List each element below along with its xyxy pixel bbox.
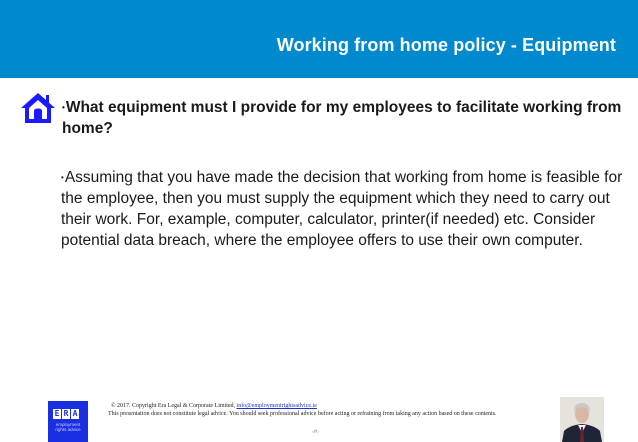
question-label: What equipment must I provide for my employees to facilitate working from home? (62, 99, 622, 137)
header-bar (0, 0, 638, 78)
presenter-photo (560, 397, 604, 442)
page-number: ‹#› (312, 429, 319, 435)
copyright-line (108, 403, 508, 411)
logo-letter: R (63, 409, 69, 418)
logo-letter: E (54, 409, 60, 418)
footer-text (108, 403, 508, 418)
question-text (62, 97, 622, 139)
logo-letter: A (72, 409, 78, 418)
bullet-point: • (62, 103, 65, 112)
disclaimer-text: This presentation does not constitute legal advice. You should seek professional advice before acting or refraining from taking any action based on these contents. (108, 410, 497, 417)
era-logo (48, 401, 88, 442)
email-link[interactable]: info@employmentrightsadvice.ie (236, 403, 317, 409)
bullet-point: • (61, 173, 64, 182)
slide-title: Working from home policy - Equipment (276, 35, 616, 55)
answer-label: Assuming that you have made the decision that working from home is feasible for the employee, then you must supply the equipment which they need to carry out their work. For, example, computer, calculator, printer(if needed) etc. Consider potential data breach, where the employee offers to use their own computer. (61, 169, 623, 249)
home-icon (19, 91, 57, 125)
copyright-text: © 2017. Copyright Era Legal & Corporate Limited, (111, 403, 237, 409)
answer-text (61, 167, 631, 251)
logo-subtitle: employment rights advice (55, 422, 81, 432)
